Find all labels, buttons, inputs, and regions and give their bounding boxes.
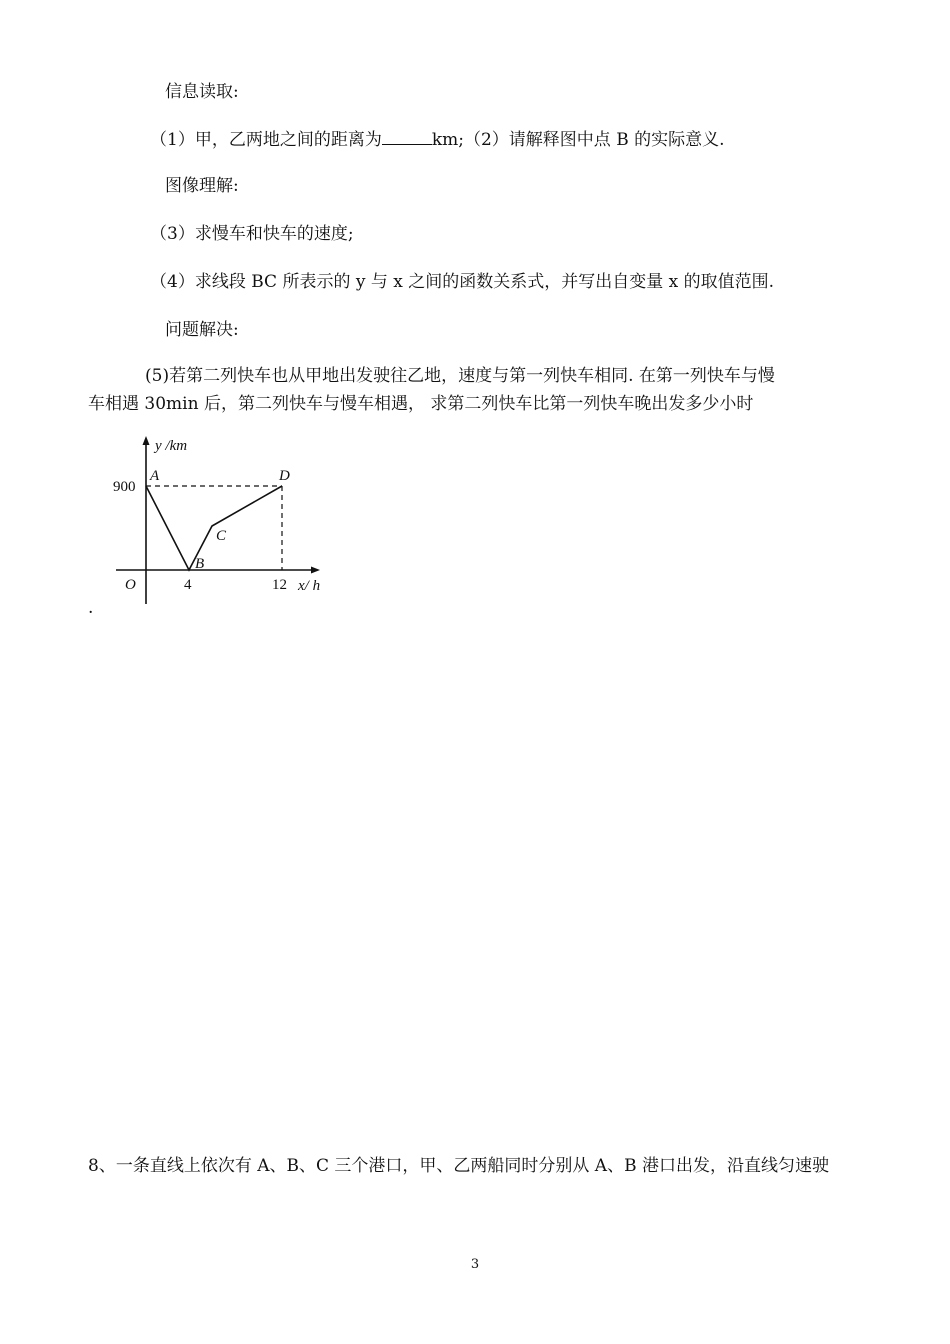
x-tick-4: 4 xyxy=(184,577,192,593)
distance-time-graph xyxy=(108,432,348,612)
answer-blank xyxy=(382,128,432,145)
heading-info-reading: 信息读取: xyxy=(165,82,239,102)
heading-graph-understanding: 图像理解: xyxy=(165,176,239,196)
question-1-2 xyxy=(150,128,725,152)
point-b-label: B xyxy=(195,556,205,572)
y-tick-900: 900 xyxy=(113,479,136,495)
stray-period: . xyxy=(88,598,94,618)
x-axis-label: x/ h xyxy=(298,578,321,594)
graph-line-abcd xyxy=(146,486,282,570)
question-4: （4）求线段 BC 所表示的 y 与 x 之间的函数关系式，并写出自变量 x 的取值范围. xyxy=(150,272,775,292)
point-c-label: C xyxy=(216,528,227,544)
point-a-label: A xyxy=(150,468,160,484)
question-3: （3）求慢车和快车的速度; xyxy=(150,224,354,244)
y-axis-arrow xyxy=(143,436,150,445)
heading-problem-solving: 问题解决: xyxy=(165,320,239,340)
question-5-line-1: (5)若第二列快车也从甲地出发驶往乙地，速度与第一列快车相同. 在第一列快车与慢 xyxy=(145,366,775,386)
question-8: 8、一条直线上依次有 A、B、C 三个港口，甲、乙两船同时分别从 A、B 港口出发，沿直线匀速驶 xyxy=(88,1156,829,1176)
x-tick-12: 12 xyxy=(272,577,287,593)
origin-label: O xyxy=(125,577,136,593)
point-d-label: D xyxy=(279,468,290,484)
question-2-text: km;（2）请解释图中点 B 的实际意义. xyxy=(431,130,725,150)
page-number: 3 xyxy=(470,1257,480,1272)
question-5-line-2: 车相遇 30min 后，第二列快车与慢车相遇， 求第二列快车比第一列快车晚出发多少小时 xyxy=(88,394,754,414)
y-axis-label: y /km xyxy=(155,438,188,454)
x-axis-arrow xyxy=(311,567,320,574)
question-1-text: （1）甲，乙两地之间的距离为 xyxy=(150,130,382,150)
